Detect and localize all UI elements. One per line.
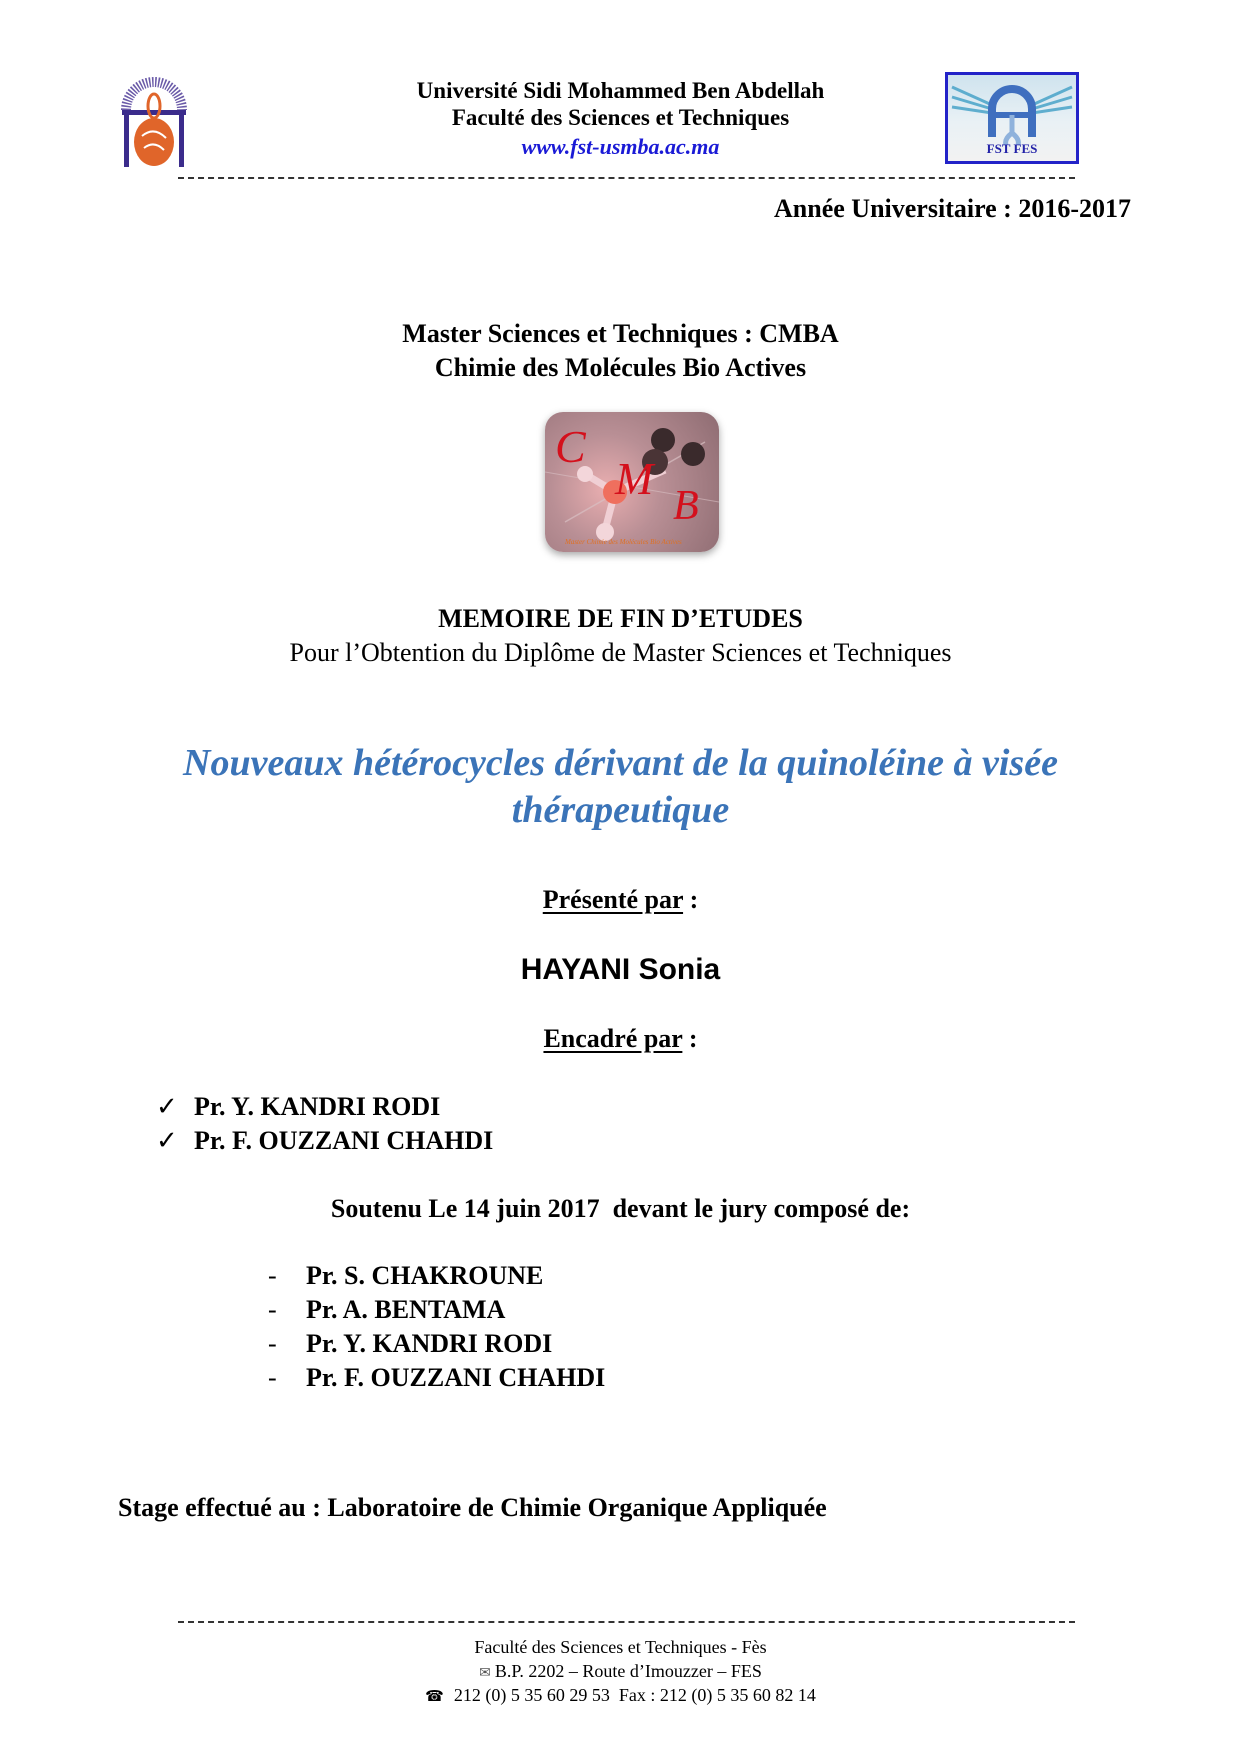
footer-address: ✉ B.P. 2202 – Route d’Imouzzer – FES: [479, 1661, 762, 1681]
cmb-letter-b: B: [673, 483, 699, 529]
dash-bullet-icon: -: [268, 1261, 277, 1290]
cmb-letter-m: M: [615, 453, 654, 504]
memoire-heading: MEMOIRE DE FIN D’ETUDES: [438, 604, 803, 633]
footer-divider: [178, 1621, 1075, 1623]
jury-member: - Pr. A. BENTAMA: [268, 1295, 506, 1324]
footer-faculty: Faculté des Sciences et Techniques - Fès: [474, 1637, 767, 1657]
faculty-name: Faculté des Sciences et Techniques: [451, 105, 790, 130]
checkmark-icon: ✓: [156, 1126, 178, 1155]
dash-bullet-icon: -: [268, 1363, 277, 1392]
defense-statement: Soutenu Le 14 juin 2017 devant le jury composé de:: [330, 1194, 911, 1223]
presented-by-label: Présenté par: [542, 885, 684, 914]
supervised-by-label: Encadré par: [543, 1024, 683, 1053]
phone-icon: ☎: [425, 1687, 444, 1705]
cmb-caption: Master Chimie des Molécules Bio Actives: [565, 538, 682, 546]
program-title: Master Sciences et Techniques : CMBA: [402, 319, 839, 348]
author-name: HAYANI Sonia: [520, 953, 721, 986]
cmb-logo: [545, 412, 719, 552]
internship-lab: Stage effectué au : Laboratoire de Chimie Organique Appliquée: [118, 1493, 827, 1522]
website-link[interactable]: www.fst-usmba.ac.ma: [521, 134, 720, 159]
supervisor-item: ✓ Pr. Y. KANDRI RODI: [156, 1092, 441, 1121]
dash-bullet-icon: -: [268, 1329, 277, 1358]
header-divider: [178, 177, 1075, 179]
dash-bullet-icon: -: [268, 1295, 277, 1324]
fst-fes-label: FST FES: [986, 141, 1038, 156]
program-subtitle: Chimie des Molécules Bio Actives: [434, 353, 807, 382]
jury-member: - Pr. F. OUZZANI CHAHDI: [268, 1363, 606, 1392]
supervised-by-heading: Encadré par :: [543, 1024, 698, 1053]
presented-by-heading: Présenté par :: [542, 885, 699, 914]
thesis-title-line1: Nouveaux hétérocycles dérivant de la quinoléine à visée: [183, 742, 1058, 784]
footer-phone: ☎ 212 (0) 5 35 60 29 53 Fax : 212 (0) 5 35 60 82 14: [425, 1685, 816, 1705]
checkmark-icon: ✓: [156, 1092, 178, 1121]
academic-year: Année Universitaire : 2016-2017: [774, 194, 1131, 223]
memoire-subheading: Pour l’Obtention du Diplôme de Master Sciences et Techniques: [289, 638, 952, 667]
supervisor-item: ✓ Pr. F. OUZZANI CHAHDI: [156, 1126, 494, 1155]
jury-member: - Pr. S. CHAKROUNE: [268, 1261, 544, 1290]
university-name: Université Sidi Mohammed Ben Abdellah: [416, 78, 825, 103]
fst-fes-logo: [945, 72, 1079, 164]
mail-icon: ✉: [479, 1665, 491, 1681]
cmb-letter-c: C: [555, 421, 586, 472]
jury-member: - Pr. Y. KANDRI RODI: [268, 1329, 553, 1358]
thesis-title-line2: thérapeutique: [511, 789, 730, 831]
